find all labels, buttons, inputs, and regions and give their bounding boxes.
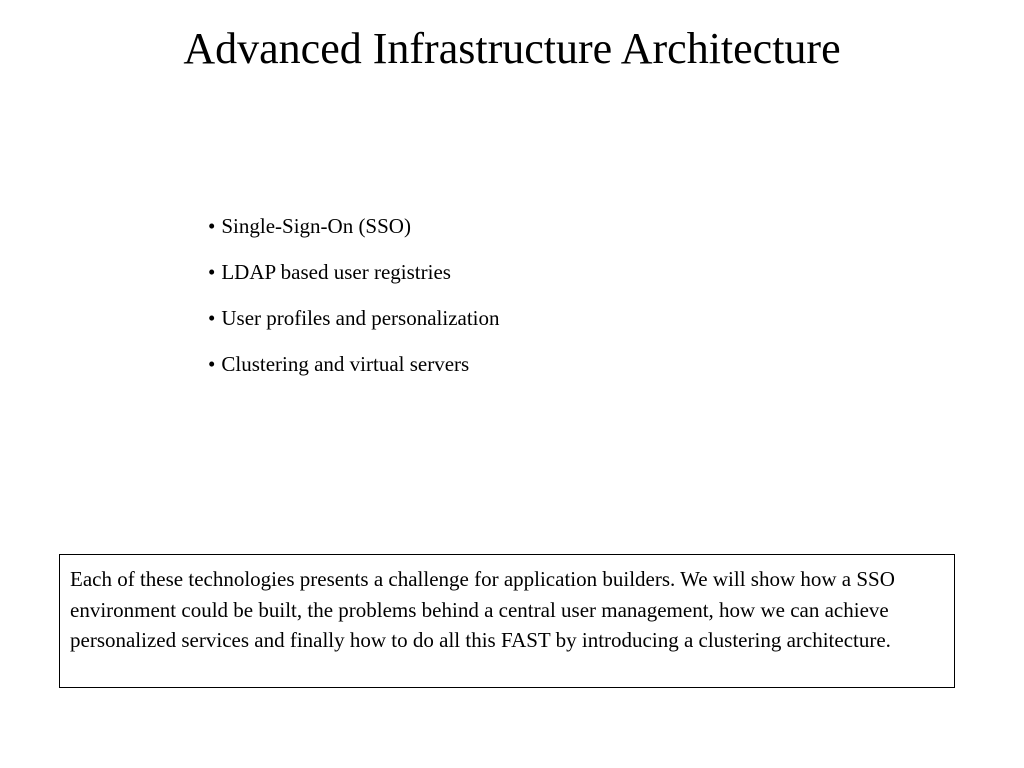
bullet-marker: •	[208, 214, 216, 238]
bullet-marker: •	[208, 260, 216, 284]
bullet-item-profiles	[208, 304, 500, 332]
bullet-text: Single-Sign-On (SSO)	[221, 214, 411, 238]
bullet-item-clustering	[208, 350, 500, 378]
bullet-marker: •	[208, 306, 216, 330]
bullet-item-sso	[208, 212, 500, 240]
bullet-text: User profiles and personalization	[221, 306, 500, 330]
bullet-text: Clustering and virtual servers	[221, 352, 470, 376]
summary-text: Each of these technologies presents a challenge for application builders. We will show how a SSO environment could be built, the problems behind a central user management, how we can achieve personalized services and finally how to do all this FAST by introducing a clustering architecture.	[70, 567, 895, 652]
bullet-list	[208, 212, 500, 396]
bullet-marker: •	[208, 352, 216, 376]
bullet-text: LDAP based user registries	[221, 260, 451, 284]
summary-box	[59, 554, 955, 688]
bullet-item-ldap	[208, 258, 500, 286]
slide-title: Advanced Infrastructure Architecture	[183, 24, 841, 73]
